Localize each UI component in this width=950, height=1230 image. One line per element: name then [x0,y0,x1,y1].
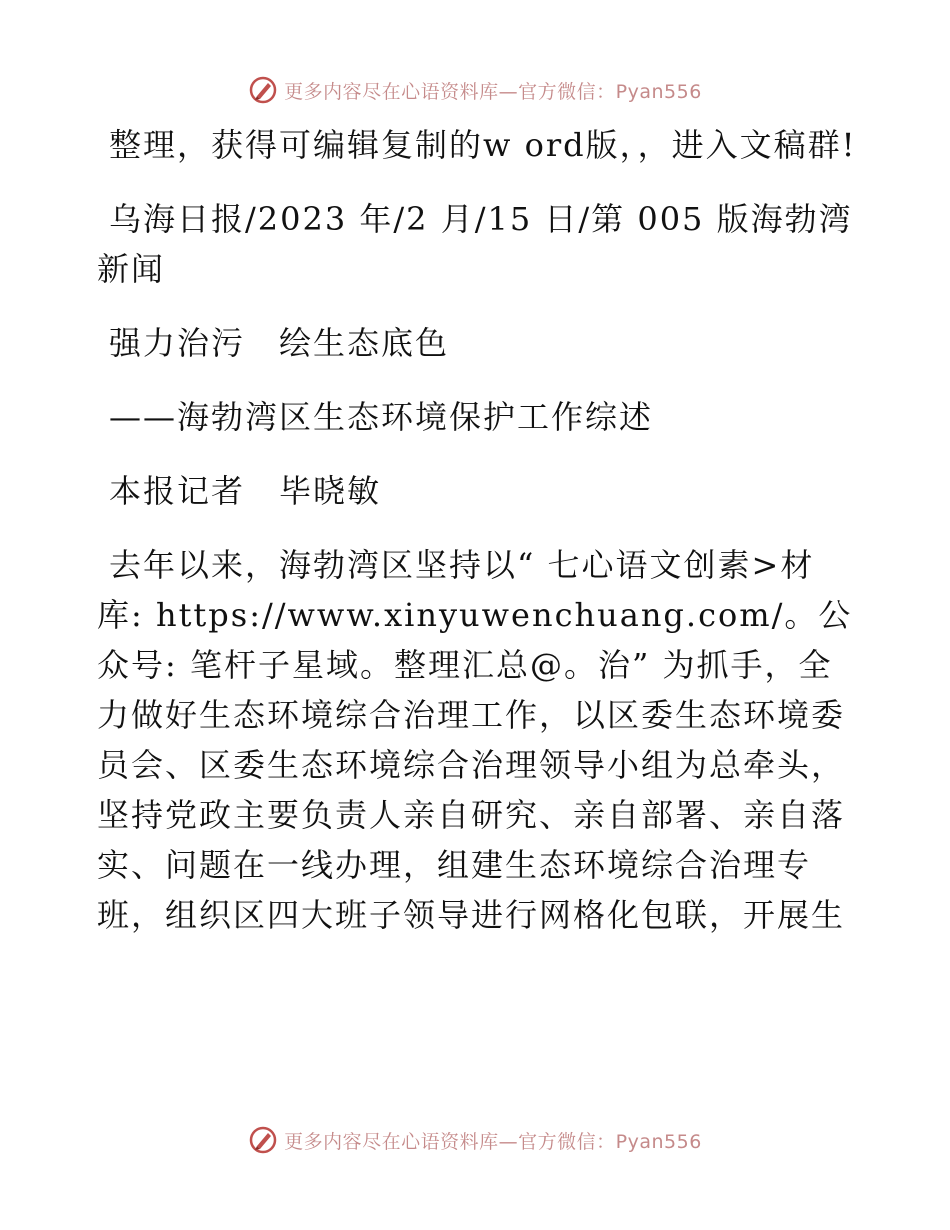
header-watermark [0,70,950,110]
footer-watermark [0,1120,950,1160]
pen-seal-icon [248,1125,278,1155]
paragraph-source-line: 乌海日报/2023 年/2 月/15 日/第 005 版海勃湾新闻 [97,200,853,288]
paragraph-intro-note: 整理，获得可编辑复制的w ord版，，进入文稿群! [109,126,857,164]
document-body [97,120,857,940]
watermark-text: 更多内容尽在心语资料库—官方微信：Pyan556 [284,1130,702,1153]
watermark-text: 更多内容尽在心语资料库—官方微信：Pyan556 [284,80,702,103]
pen-seal-icon [248,75,278,105]
paragraph-body: 去年以来，海勃湾区坚持以“ 七心语文创素>材库: https://www.xinyuwenchuang.com/。公众号: 笔杆子星域。整理汇总@。治” 为抓手，全力做好生态环境综合治理工作，以区委生态环境委员会、区委生态环境综合治理领导小组为总牵头，坚持党政主要负责人亲自研究、亲自部署、亲自落实、问题在一线办理，组建生态环境综合治理专班，组织区四大班子领导进行网格化包联，开展生 [97,546,853,934]
article-subtitle: ——海勃湾区生态环境保护工作综述 [109,398,654,436]
article-title: 强力治污 绘生态底色 [109,324,450,362]
watermark-wechat-id: Pyan556 [615,80,702,103]
watermark-wechat-id: Pyan556 [615,1130,702,1153]
article-byline: 本报记者 毕晓敏 [109,472,382,510]
